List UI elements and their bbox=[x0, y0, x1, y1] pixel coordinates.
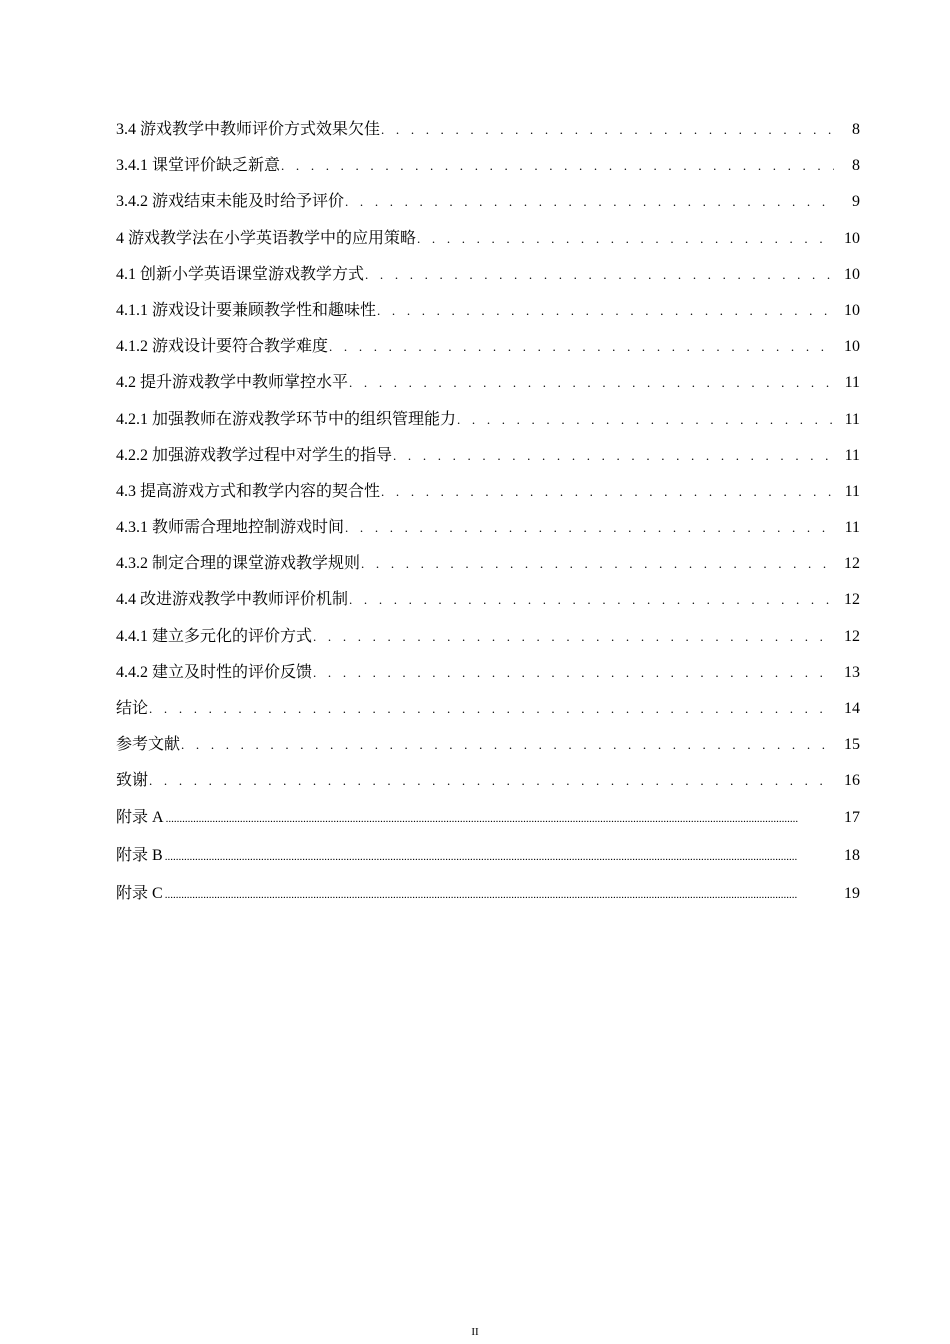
toc-entry-page: 10 bbox=[844, 338, 860, 356]
toc-leader bbox=[166, 805, 840, 833]
toc-leader bbox=[329, 333, 834, 361]
toc-entry[interactable] bbox=[116, 225, 860, 261]
toc-entry-page: 14 bbox=[844, 700, 860, 717]
toc-appendix-page: 19 bbox=[844, 884, 860, 902]
toc-leader bbox=[281, 152, 834, 180]
toc-entry-title: 4.4 改进游戏教学中教师评价机制 bbox=[116, 591, 349, 609]
toc-entry[interactable] bbox=[116, 261, 860, 297]
toc-appendix-entry[interactable] bbox=[116, 842, 860, 880]
toc-leader bbox=[149, 767, 834, 795]
toc-entry[interactable] bbox=[116, 659, 860, 695]
toc-entry-title: 4.4.2 建立及时性的评价反馈 bbox=[116, 663, 313, 681]
toc-entry-page: 11 bbox=[844, 446, 860, 464]
toc-entry[interactable] bbox=[116, 188, 860, 224]
page-footer-number: II bbox=[471, 1326, 479, 1338]
toc-entry-title: 3.4.2 游戏结束未能及时给予评价 bbox=[116, 193, 345, 211]
toc-entry-page: 13 bbox=[844, 663, 860, 681]
toc-appendix-page: 18 bbox=[844, 846, 860, 864]
toc-entry-page: 9 bbox=[852, 193, 860, 211]
toc-entry-page: 15 bbox=[844, 736, 860, 754]
toc-entry[interactable] bbox=[116, 406, 860, 442]
toc-entry[interactable] bbox=[116, 731, 860, 767]
toc-entry-page: 10 bbox=[844, 265, 860, 283]
toc-entry[interactable] bbox=[116, 623, 860, 659]
toc-leader bbox=[417, 225, 834, 253]
toc-entry-page: 11 bbox=[844, 410, 860, 428]
toc-entry-title: 3.4 游戏教学中教师评价方式效果欠佳 bbox=[116, 121, 381, 138]
toc-entry-page: 12 bbox=[844, 591, 860, 609]
toc-entry-title: 3.4.1 课堂评价缺乏新意 bbox=[116, 157, 281, 175]
toc-entry-page: 8 bbox=[852, 157, 860, 175]
toc-leader bbox=[365, 261, 834, 289]
toc-entry[interactable] bbox=[116, 152, 860, 188]
toc-entry-page: 11 bbox=[844, 482, 860, 500]
toc-appendix-title: 附录 B bbox=[116, 846, 163, 864]
toc-entry-title: 4.3.1 教师需合理地控制游戏时间 bbox=[116, 519, 345, 537]
toc-entry-page: 8 bbox=[852, 121, 860, 138]
toc-appendix-entry[interactable] bbox=[116, 880, 860, 918]
toc-leader bbox=[181, 731, 834, 759]
toc-entry[interactable] bbox=[116, 514, 860, 550]
toc-entry[interactable] bbox=[116, 767, 860, 803]
toc-entry[interactable] bbox=[116, 297, 860, 333]
toc-entry-title: 4.1.1 游戏设计要兼顾教学性和趣味性 bbox=[116, 301, 377, 319]
toc-leader bbox=[313, 623, 834, 651]
toc-leader bbox=[393, 442, 834, 470]
toc-entry-title: 4.4.1 建立多元化的评价方式 bbox=[116, 627, 313, 645]
toc-entry-page: 16 bbox=[844, 772, 860, 790]
toc-entry-title: 4.2.2 加强游戏教学过程中对学生的指导 bbox=[116, 446, 393, 464]
toc-leader bbox=[457, 406, 834, 434]
toc-entry[interactable] bbox=[116, 116, 860, 152]
toc-appendix-title: 附录 A bbox=[116, 808, 164, 826]
toc-appendix-title: 附录 C bbox=[116, 884, 163, 902]
toc-entry[interactable] bbox=[116, 695, 860, 731]
toc-leader bbox=[381, 478, 834, 506]
toc-entry-title: 4.1 创新小学英语课堂游戏教学方式 bbox=[116, 265, 365, 283]
toc-entry[interactable] bbox=[116, 550, 860, 586]
toc-entry[interactable] bbox=[116, 586, 860, 622]
toc-entry-page: 12 bbox=[844, 627, 860, 645]
toc-leader bbox=[165, 881, 840, 909]
toc-entry-title: 4.2 提升游戏教学中教师掌控水平 bbox=[116, 374, 349, 392]
toc-leader bbox=[149, 695, 834, 723]
toc-leader bbox=[381, 116, 834, 144]
toc-leader bbox=[377, 297, 834, 325]
toc-entry-page: 12 bbox=[844, 555, 860, 573]
toc-entry-page: 10 bbox=[844, 301, 860, 319]
toc-appendix-entry[interactable] bbox=[116, 804, 860, 842]
toc-leader bbox=[345, 188, 834, 216]
toc-entry-title: 4.3 提高游戏方式和教学内容的契合性 bbox=[116, 482, 381, 500]
toc-leader bbox=[349, 586, 834, 614]
toc-appendix-page: 17 bbox=[844, 808, 860, 826]
toc-entry-title: 4.1.2 游戏设计要符合教学难度 bbox=[116, 338, 329, 356]
toc-entry-page: 11 bbox=[844, 374, 860, 392]
toc-entry-page: 10 bbox=[844, 229, 860, 247]
toc-entry-title: 结论 bbox=[116, 700, 149, 717]
toc-entry[interactable] bbox=[116, 442, 860, 478]
toc-leader bbox=[349, 369, 834, 397]
toc-entry-page: 11 bbox=[844, 519, 860, 537]
toc-entry[interactable] bbox=[116, 369, 860, 405]
toc-entry-title: 4 游戏教学法在小学英语教学中的应用策略 bbox=[116, 229, 417, 247]
toc-entry-title: 致谢 bbox=[116, 772, 149, 790]
table-of-contents bbox=[116, 116, 860, 918]
toc-entry-title: 4.2.1 加强教师在游戏教学环节中的组织管理能力 bbox=[116, 410, 457, 428]
toc-leader bbox=[361, 550, 834, 578]
toc-entry[interactable] bbox=[116, 478, 860, 514]
toc-entry[interactable] bbox=[116, 333, 860, 369]
toc-leader bbox=[313, 659, 834, 687]
toc-entry-title: 4.3.2 制定合理的课堂游戏教学规则 bbox=[116, 555, 361, 573]
toc-leader bbox=[165, 843, 840, 871]
toc-leader bbox=[345, 514, 834, 542]
toc-entry-title: 参考文献 bbox=[116, 736, 181, 754]
